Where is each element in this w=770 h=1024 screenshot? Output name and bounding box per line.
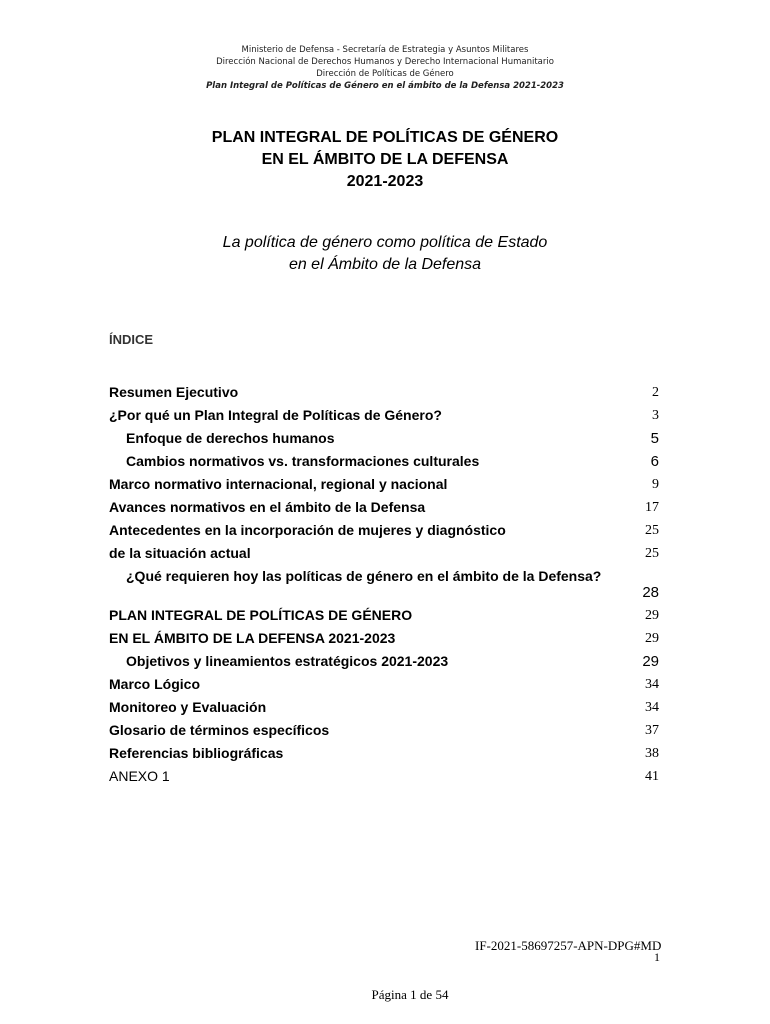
toc-page: 37 bbox=[645, 723, 659, 738]
toc-row[interactable] bbox=[109, 699, 659, 719]
toc-label: Referencias bibliográficas bbox=[109, 745, 284, 761]
title-line-2: EN EL ÁMBITO DE LA DEFENSA bbox=[261, 151, 509, 168]
toc-page: 34 bbox=[645, 700, 659, 715]
toc-label: EN EL ÁMBITO DE LA DEFENSA 2021-2023 bbox=[109, 630, 396, 646]
toc-row[interactable] bbox=[109, 522, 659, 542]
header-ministry: Ministerio de Defensa - Secretaría de Estrategia y Asuntos Militares bbox=[241, 45, 529, 55]
toc-label: Monitoreo y Evaluación bbox=[109, 699, 267, 715]
toc-label: Antecedentes en la incorporación de mujeres y diagnóstico bbox=[109, 522, 506, 538]
toc-label: ¿Qué requieren hoy las políticas de género en el ámbito de la Defensa? bbox=[126, 568, 602, 584]
header-direction: Dirección Nacional de Derechos Humanos y Derecho Internacional Humanitario bbox=[216, 57, 554, 67]
toc-row[interactable] bbox=[109, 545, 659, 565]
toc-page: 3 bbox=[652, 408, 659, 423]
toc-row[interactable] bbox=[109, 630, 659, 650]
toc-row[interactable] bbox=[109, 476, 659, 496]
toc-page: 5 bbox=[650, 430, 659, 447]
header-office: Dirección de Políticas de Género bbox=[316, 69, 454, 79]
toc-row[interactable] bbox=[109, 768, 659, 788]
toc-page: 29 bbox=[645, 608, 659, 623]
toc-label: ANEXO 1 bbox=[109, 768, 170, 784]
toc-label: Objetivos y lineamientos estratégicos 2021-2023 bbox=[126, 653, 449, 669]
document-id-page: 1 bbox=[654, 950, 660, 964]
document-id: IF-2021-58697257-APN-DPG#MD bbox=[475, 938, 662, 953]
toc-page: 34 bbox=[645, 677, 659, 692]
header-plan: Plan Integral de Políticas de Género en el ámbito de la Defensa 2021-2023 bbox=[206, 81, 564, 91]
toc-page: 29 bbox=[645, 631, 659, 646]
toc-row[interactable] bbox=[109, 568, 659, 588]
toc-row[interactable] bbox=[109, 722, 659, 742]
toc-page: 6 bbox=[650, 453, 659, 470]
toc-label: de la situación actual bbox=[109, 545, 251, 561]
toc-page: 9 bbox=[652, 477, 659, 492]
toc-row[interactable] bbox=[109, 676, 659, 696]
subtitle-line-2: en el Ámbito de la Defensa bbox=[288, 256, 482, 273]
toc-row[interactable] bbox=[109, 453, 659, 473]
toc-page: 41 bbox=[645, 769, 659, 784]
toc-page: 25 bbox=[645, 546, 659, 561]
toc-row[interactable] bbox=[109, 384, 659, 404]
toc-page: 17 bbox=[645, 500, 659, 515]
toc-label: Enfoque de derechos humanos bbox=[126, 430, 335, 446]
toc-page: 25 bbox=[645, 523, 659, 538]
toc-row[interactable] bbox=[109, 499, 659, 519]
subtitle-line-1: La política de género como política de Estado bbox=[222, 234, 548, 251]
toc-row[interactable] bbox=[109, 653, 659, 673]
toc-label: ¿Por qué un Plan Integral de Políticas de Género? bbox=[109, 407, 442, 423]
toc-row[interactable] bbox=[109, 745, 659, 765]
toc-label: Avances normativos en el ámbito de la Defensa bbox=[109, 499, 426, 515]
toc-label: Marco normativo internacional, regional y nacional bbox=[109, 476, 448, 492]
toc-label: Glosario de términos específicos bbox=[109, 722, 330, 738]
toc-page: 38 bbox=[645, 746, 659, 761]
page-number: Página 1 de 54 bbox=[371, 987, 449, 1002]
toc-label: Cambios normativos vs. transformaciones culturales bbox=[126, 453, 480, 469]
toc-row[interactable] bbox=[109, 407, 659, 427]
toc-label: PLAN INTEGRAL DE POLÍTICAS DE GÉNERO bbox=[109, 607, 413, 623]
toc-page: 28 bbox=[642, 584, 659, 601]
toc-page: 2 bbox=[652, 385, 659, 400]
title-line-1: PLAN INTEGRAL DE POLÍTICAS DE GÉNERO bbox=[211, 129, 559, 146]
toc-row[interactable] bbox=[109, 607, 659, 627]
title-line-3: 2021-2023 bbox=[346, 173, 424, 190]
toc-label: Marco Lógico bbox=[109, 676, 201, 692]
toc-row[interactable] bbox=[109, 430, 659, 450]
toc-page: 29 bbox=[642, 653, 659, 670]
index-heading: ÍNDICE bbox=[109, 332, 154, 347]
toc-label: Resumen Ejecutivo bbox=[109, 384, 239, 400]
